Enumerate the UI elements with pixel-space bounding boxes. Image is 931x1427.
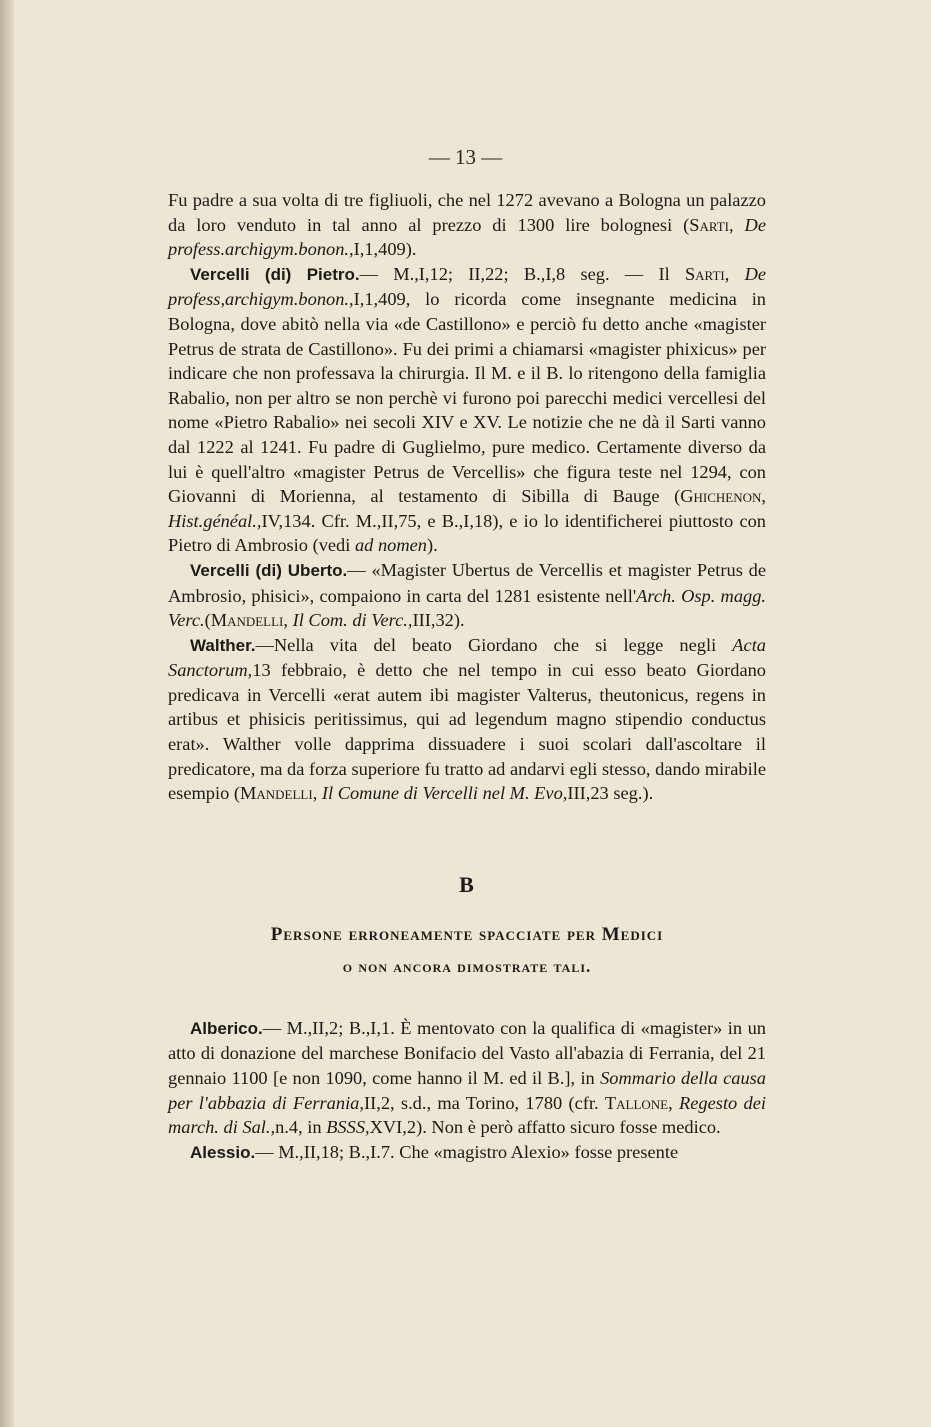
page-body [168, 188, 766, 1165]
entry-heading: Alessio. [190, 1142, 256, 1162]
page-number: — 13 — [428, 145, 503, 169]
intro-paragraph: Fu padre a sua volta di tre figliuoli, che nel 1272 avevano a Bologna un palazzo da loro venduto in tal anno al prezzo di 1300 lire bolognesi (Sarti, De profess.archigym.bonon.,I,1,409). [168, 190, 766, 260]
section-subtitle: o non ancora dimostrate tali. [342, 956, 592, 976]
section-letter: B [459, 871, 475, 897]
page-gutter [0, 0, 14, 1427]
entry-vercelli-pietro: Vercelli (di) Pietro.— M.,I,12; II,22; B.,I,8 seg. — Il Sarti, De profess,archigym.bonon.,I,1,409, lo ricorda come insegnante medicina in Bologna, dove abitò nella via «de Castillono» e perciò fu detto anche «magister Petrus de strata de Castillono». Fu dei primi a chiamarsi «magister phixicus» per indicare che non professava la chirurgia. Il M. e il B. lo ritengono della famiglia Rabalio, non per altro se non perchè vi furono poi parecchi medici vercellesi del nome «Pietro Rabalio» nei secoli XIV e XV. Le notizie che ne dà il Sarti vanno dal 1222 al 1241. Fu padre di Guglielmo, pure medico. Certamente diverso da lui è quell'altro «magister Petrus de Vercellis» che figura teste nel 1294, con Giovanni di Morienna, al testamento di Sibilla di Bauge (Ghichenon, Hist.généal.,IV,134. Cfr. M.,II,75, e B.,I,18), e io lo identificherei piuttosto con Pietro di Ambrosio (vedi ad nomen). [168, 263, 767, 556]
entry-alberico: Alberico.— M.,II,2; B.,I,1. È mentovato con la qualifica di «magister» in un atto di donazione del marchese Bonifacio del Vasto all'abazia di Ferrania, del 21 gennaio 1100 [e non 1090, come hanno il M. ed il B.], in Sommario della causa per l'abbazia di Ferrania,II,2, s.d., ma Torino, 1780 (cfr. Tallone, Regesto dei march. di Sal.,n.4, in BSSS,XVI,2). Non è però affatto sicuro fosse medico. [168, 1017, 767, 1138]
entry-alessio: Alessio.— M.,II,18; B.,I.7. Che «magistro Alexio» fosse presente [190, 1141, 679, 1162]
entry-heading: Alberico. [190, 1018, 263, 1038]
section-title: Persone erroneamente spacciate per Medici [270, 923, 664, 945]
entry-walther: Walther.—Nella vita del beato Giordano che si legge negli Acta Sanctorum,13 febbraio, è detto che nel tempo in cui esso beato Giordano predicava in Vercelli «erat autem ibi magister Valterus, theutonicus, regens in artibus et phisicis peritissimus, qui ad legendum magno stipendio conductus erat». Walther volle dapprima dissuadere i suoi scolari dall'ascoltare il predicatore, ma da forza superiore fu tratto ad andarvi egli stesso, dando mirabile esempio (Mandelli, Il Comune di Vercelli nel M. Evo,III,23 seg.). [168, 634, 766, 804]
entry-heading: Vercelli (di) Pietro. [190, 264, 360, 284]
entry-heading: Walther. [190, 635, 256, 655]
entry-heading: Vercelli (di) Uberto. [190, 560, 348, 580]
entry-vercelli-uberto: Vercelli (di) Uberto.— «Magister Ubertus de Vercellis et magister Petrus de Ambrosio, phisici», compaiono in carta del 1281 esistente nell'Arch. Osp. magg. Verc.(Mandelli, Il Com. di Verc.,III,32). [168, 559, 767, 631]
